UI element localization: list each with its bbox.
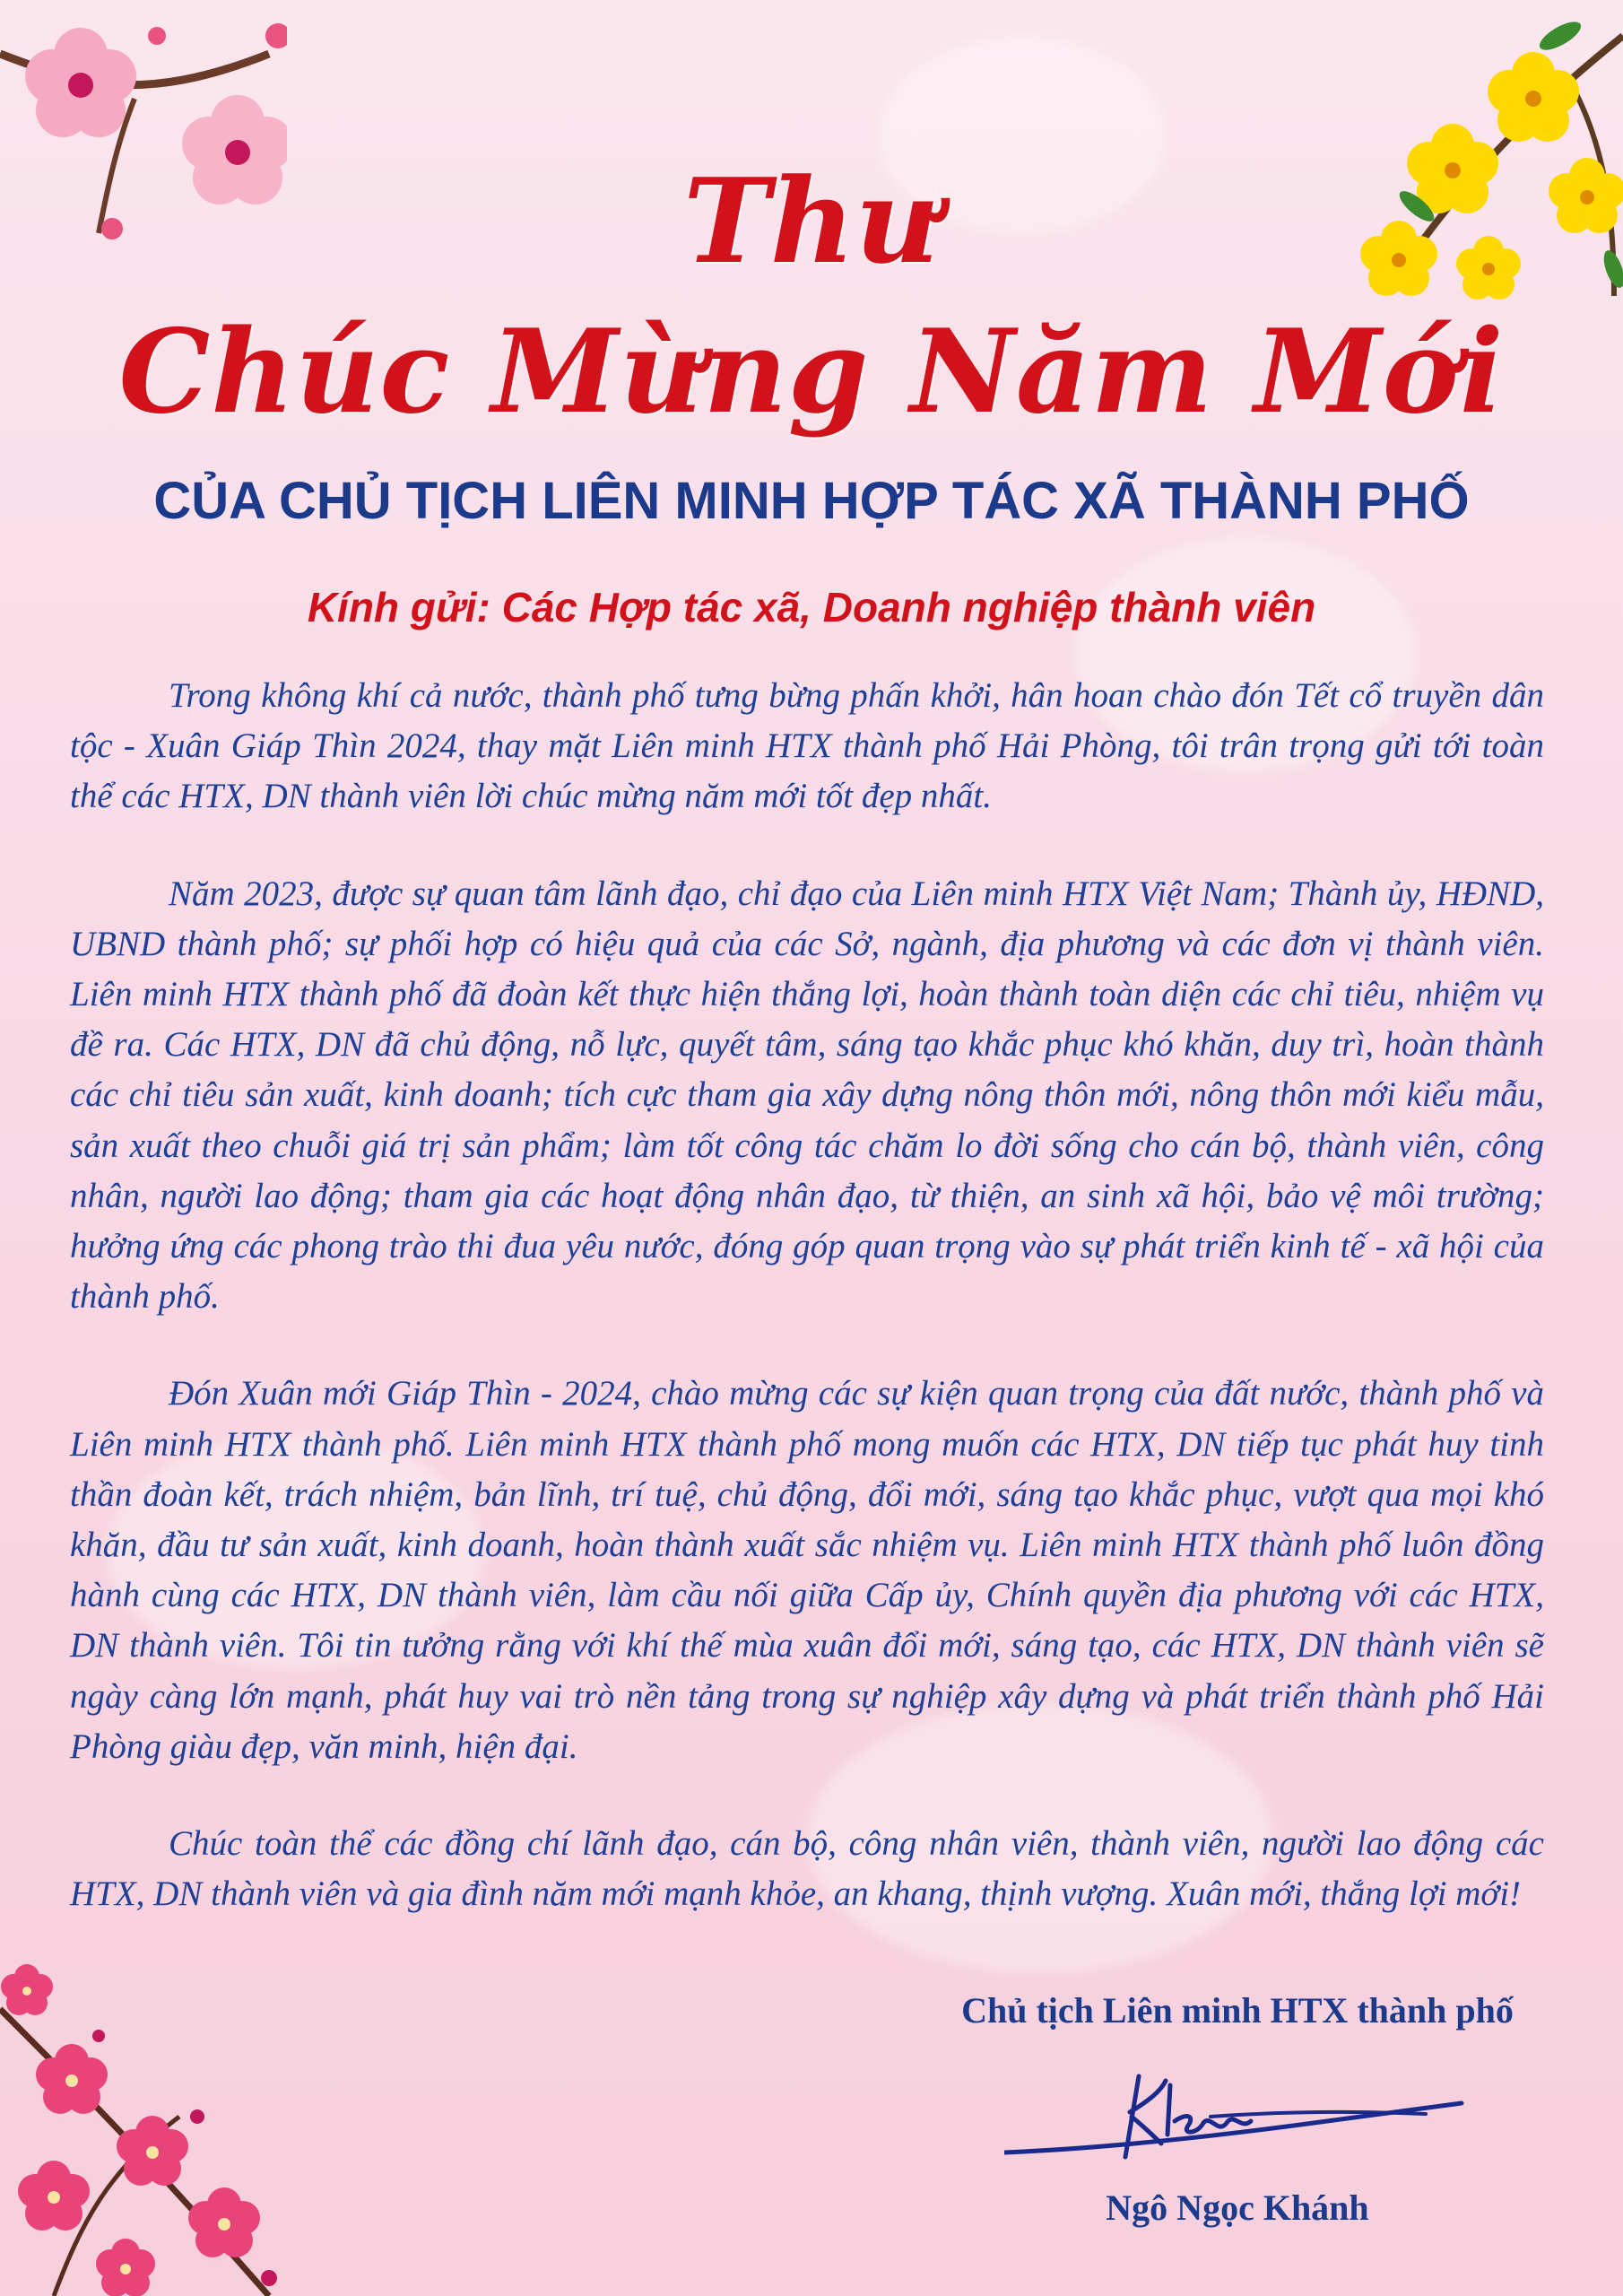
peach-flower	[25, 28, 136, 137]
salutation: Kính gửi: Các Hợp tác xã, Doanh nghiệp thành viên	[307, 584, 1316, 631]
paragraph-4: Chúc toàn thể các đồng chí lãnh đạo, cán bộ, công nhân viên, thành viên, người lao động các HTX, DN thành viên và gia đình năm mới mạnh khỏe, an khang, thịnh vượng. Xuân mới, thắng lợi mới!	[70, 1824, 1544, 1914]
paragraph-2: Năm 2023, được sự quan tâm lãnh đạo, chỉ đạo của Liên minh HTX Việt Nam; Thành ủy, HĐND, UBND thành phố; sự phối hợp có hiệu quả của các Sở, ngành, địa phương và các đơn vị thành viên. Liên minh HTX thành phố đã đoàn kết thực hiện thắng lợi, hoàn thành toàn diện các chỉ tiêu, nhiệm vụ đề ra. Các HTX, DN đã chủ động, nỗ lực, quyết tâm, sáng tạo khắc phục khó khăn, duy trì, hoàn thành các chỉ tiêu sản xuất, kinh doanh; tích cực tham gia xây dựng nông thôn mới, nông thôn mới kiểu mẫu, sản xuất theo chuỗi giá trị sản phẩm; làm tốt công tác chăm lo đời sống cho cán bộ, thành viên, công nhân, người lao động; tham gia các hoạt động nhân đạo, từ thiện, an sinh xã hội, bảo vệ môi trường; hưởng ứng các phong trào thi đua yêu nước, đóng góp quan trọng vào sự phát triển kinh tế - xã hội của thành phố.	[70, 874, 1544, 1317]
letter-body	[70, 671, 1544, 1966]
subtitle: CỦA CHỦ TỊCH LIÊN MINH HỢP TÁC XÃ THÀNH PHỐ	[153, 472, 1470, 530]
signer-title: Chủ tịch Liên minh HTX thành phố	[961, 1990, 1514, 2031]
signature-block	[897, 1989, 1578, 2184]
title-new-year-greeting: Chúc Mừng Năm Mới	[118, 305, 1505, 439]
handwritten-signature	[1004, 2049, 1471, 2184]
paragraph-1: Trong không khí cả nước, thành phố tưng bừng phấn khởi, hân hoan chào đón Tết cổ truyền dân tộc - Xuân Giáp Thìn 2024, thay mặt Liên minh HTX thành phố Hải Phòng, tôi trân trọng gửi tới toàn thể các HTX, DN thành viên lời chúc mừng năm mới tốt đẹp nhất.	[70, 676, 1544, 816]
signer-name: Ngô Ngọc Khánh	[1106, 2187, 1369, 2228]
paragraph-3: Đón Xuân mới Giáp Thìn - 2024, chào mừng các sự kiện quan trọng của đất nước, thành phố và Liên minh HTX thành phố. Liên minh HTX thành phố mong muốn các HTX, DN tiếp tục phát huy tinh thần đoàn kết, trách nhiệm, bản lĩnh, trí tuệ, chủ động, đổi mới, sáng tạo khắc phục, vượt qua mọi khó khăn, đầu tư sản xuất, kinh doanh, hoàn thành xuất sắc nhiệm vụ. Liên minh HTX thành phố luôn đồng hành cùng các HTX, DN thành viên, làm cầu nối giữa Cấp ủy, Chính quyền địa phương với các HTX, DN thành viên. Tôi tin tưởng rằng với khí thế mùa xuân đổi mới, sáng tạo, các HTX, DN thành viên sẽ ngày càng lớn mạnh, phát huy vai trò nền tảng trong sự nghiệp xây dựng và phát triển thành phố Hải Phòng giàu đẹp, văn minh, hiện đại.	[70, 1374, 1544, 1766]
title-letter-word: Thư	[683, 152, 940, 290]
